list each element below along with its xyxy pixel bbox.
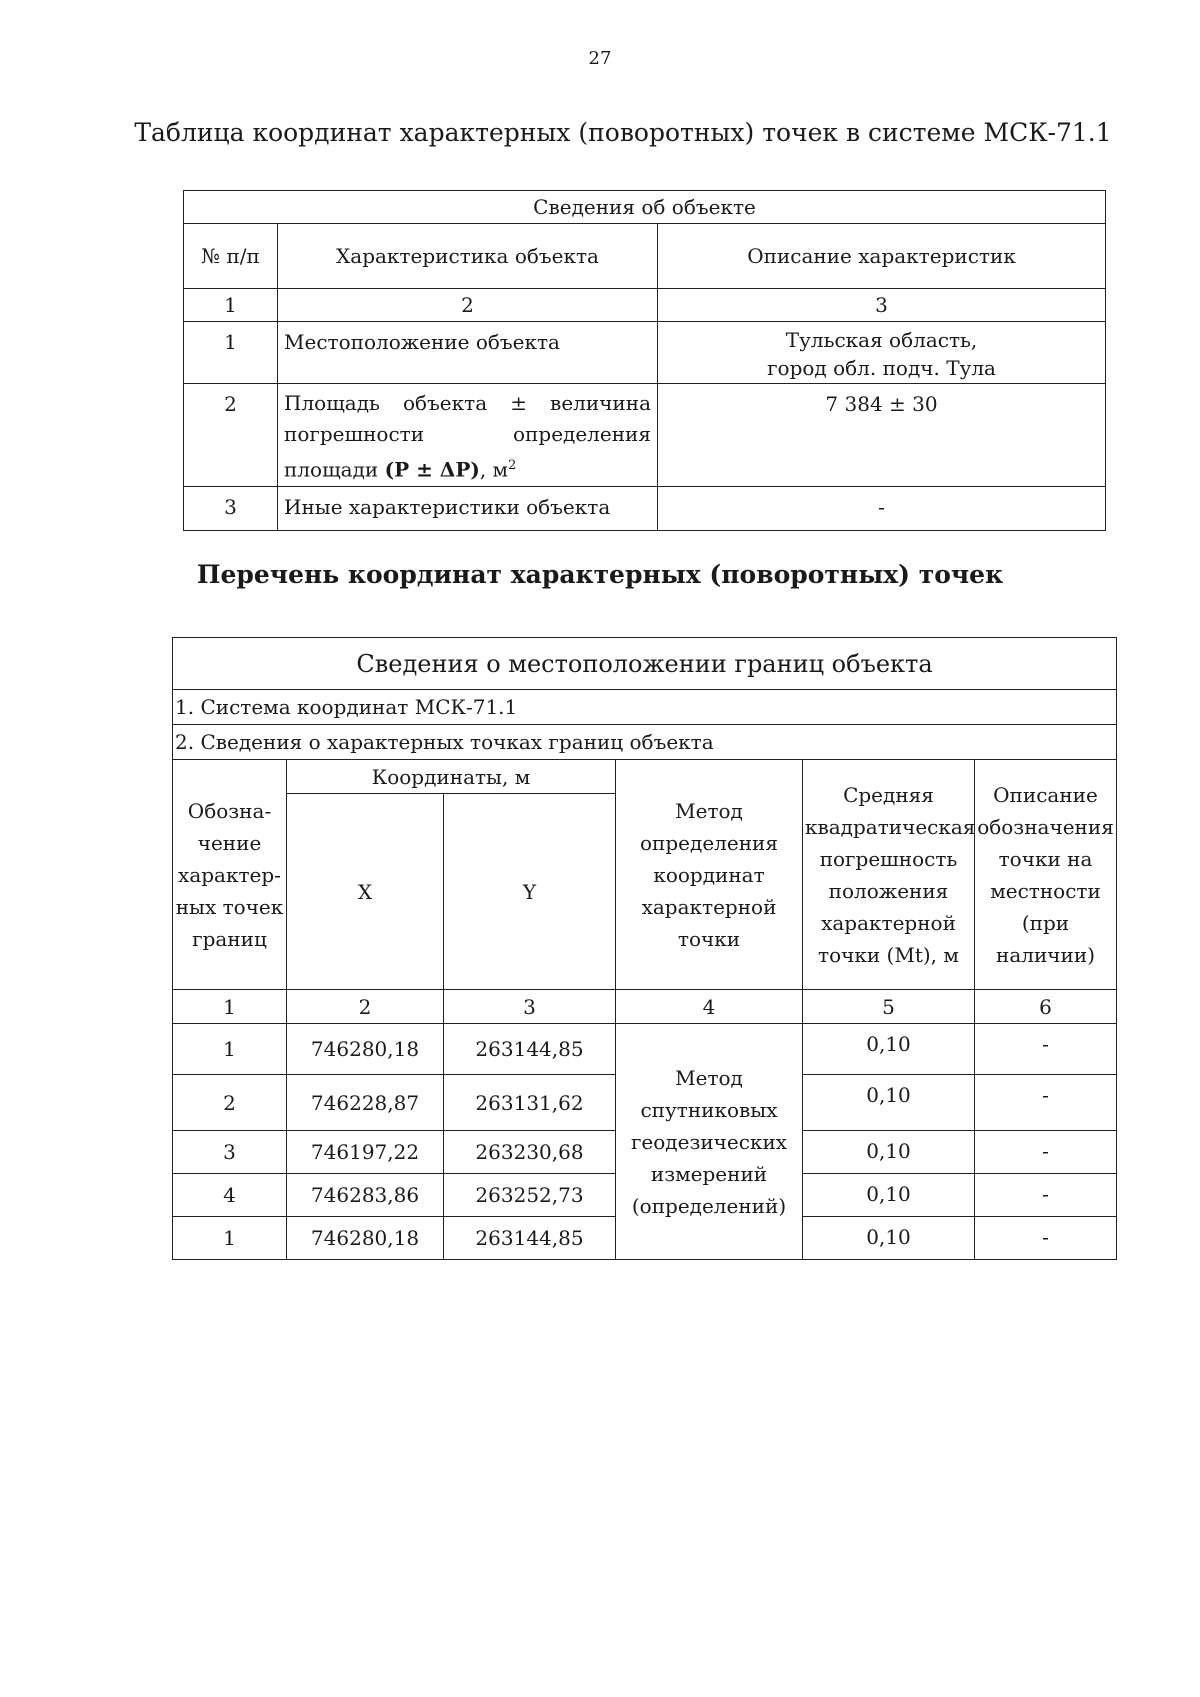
numbering-cell: 1: [173, 990, 287, 1024]
point-cell: 1: [173, 1217, 287, 1260]
designation-header: Обозна- чение характер- ных точек границ: [173, 760, 287, 990]
y-header: Y: [444, 794, 616, 990]
desc-cell: -: [975, 1075, 1117, 1131]
points-title: 2. Сведения о характерных точках границ объекта: [173, 725, 1117, 760]
numbering-cell: 3: [658, 289, 1106, 322]
numbering-cell: 1: [184, 289, 278, 322]
row-value: Тульская область, город обл. подч. Тула: [658, 322, 1106, 384]
desc-cell: -: [975, 1217, 1117, 1260]
row-number: 2: [184, 384, 278, 487]
x-cell: 746280,18: [287, 1024, 444, 1075]
x-cell: 746197,22: [287, 1131, 444, 1174]
row-value: -: [658, 486, 1106, 530]
coordinates-table: [172, 637, 1117, 1260]
row-name: Иные характеристики объекта: [278, 486, 658, 530]
x-header: X: [287, 794, 444, 990]
point-cell: 4: [173, 1174, 287, 1217]
coordinate-system: 1. Система координат МСК-71.1: [173, 690, 1117, 725]
point-cell: 3: [173, 1131, 287, 1174]
numbering-cell: 6: [975, 990, 1117, 1024]
row-value: 7 384 ± 30: [658, 384, 1106, 487]
row-number: 3: [184, 486, 278, 530]
y-cell: 263252,73: [444, 1174, 616, 1217]
table-row: [184, 322, 1106, 384]
numbering-cell: 2: [278, 289, 658, 322]
x-cell: 746283,86: [287, 1174, 444, 1217]
mt-cell: 0,10: [803, 1131, 975, 1174]
y-cell: 263131,62: [444, 1075, 616, 1131]
error-header: Средняя квадратическая погрешность положения характерной точки (Mt), м: [803, 760, 975, 990]
object-info-table: [183, 190, 1106, 531]
row-name: Площадь объекта ± величина погрешности определения площади (P ± ΔP), $м^2$: [278, 384, 658, 487]
row-number: 1: [184, 322, 278, 384]
section-heading: Перечень координат характерных (поворотных) точек: [196, 560, 1004, 589]
numbering-cell: 5: [803, 990, 975, 1024]
page-number: 27: [588, 48, 612, 69]
mt-cell: 0,10: [803, 1217, 975, 1260]
numbering-cell: 4: [616, 990, 803, 1024]
description-header: Описание обозначения точки на местности (при наличии): [975, 760, 1117, 990]
desc-cell: -: [975, 1024, 1117, 1075]
table-row: [184, 486, 1106, 530]
mt-cell: 0,10: [803, 1075, 975, 1131]
x-cell: 746228,87: [287, 1075, 444, 1131]
point-cell: 2: [173, 1075, 287, 1131]
page-title: Таблица координат характерных (поворотных) точек в системе МСК-71.1: [134, 118, 1112, 147]
table-row: [173, 1024, 1117, 1075]
header-cell: Характеристика объекта: [278, 224, 658, 289]
table-caption: Сведения об объекте: [184, 191, 1106, 224]
x-cell: 746280,18: [287, 1217, 444, 1260]
mt-cell: 0,10: [803, 1024, 975, 1075]
desc-cell: -: [975, 1131, 1117, 1174]
y-cell: 263144,85: [444, 1024, 616, 1075]
header-cell: Описание характеристик: [658, 224, 1106, 289]
table-row: [184, 384, 1106, 487]
y-cell: 263230,68: [444, 1131, 616, 1174]
desc-cell: -: [975, 1174, 1117, 1217]
method-cell: Метод спутниковых геодезических измерений (определений): [616, 1024, 803, 1260]
numbering-cell: 3: [444, 990, 616, 1024]
row-name: Местоположение объекта: [278, 322, 658, 384]
table-caption: Сведения о местоположении границ объекта: [173, 638, 1117, 690]
mt-cell: 0,10: [803, 1174, 975, 1217]
coords-header: Координаты, м: [287, 760, 616, 794]
method-header: Метод определения координат характерной точки: [616, 760, 803, 990]
y-cell: 263144,85: [444, 1217, 616, 1260]
point-cell: 1: [173, 1024, 287, 1075]
header-cell: № п/п: [184, 224, 278, 289]
numbering-cell: 2: [287, 990, 444, 1024]
